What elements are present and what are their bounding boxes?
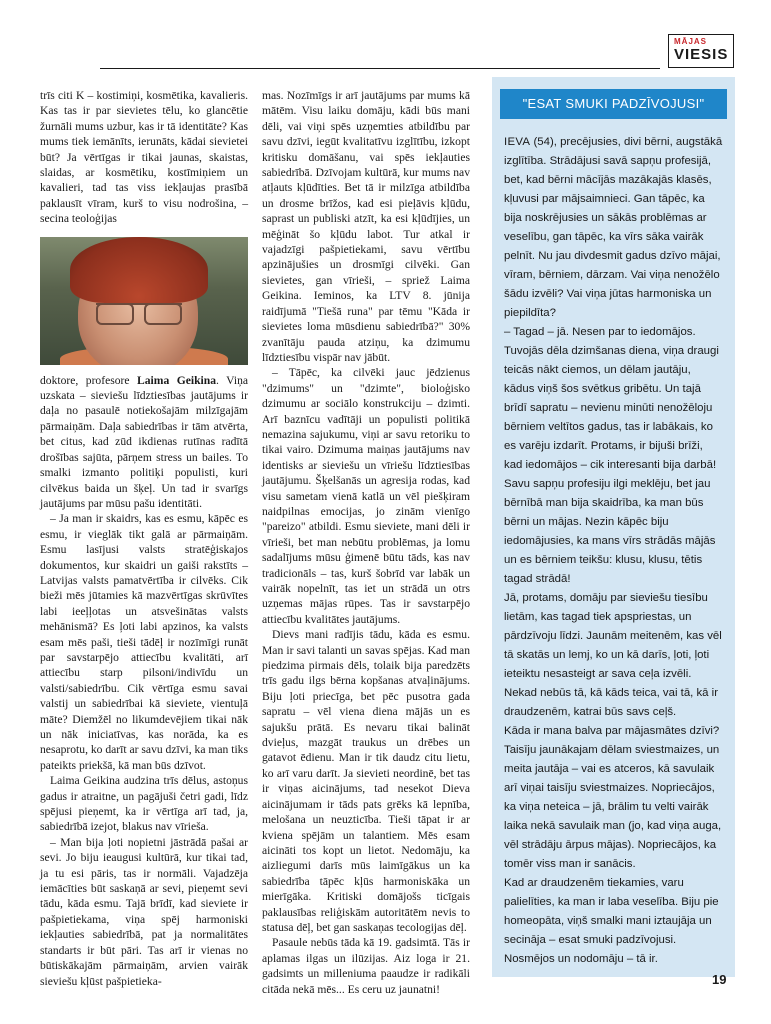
sidebar-paragraph-3: Jā, protams, domāju par sieviešu tiesību lietām, kas tagad tiek apspriestas, un pārdzīvoju līdzi. Jaunām meitenēm, kas vēl tā skatās un lemj, ko un kā darīs, ļoti, ļoti ieteiktu nesasteigt ar sava ceļa izvēli. Nekad nebūs tā, kā kāds teica, vai tā, kā ir draudzenēm, katrai būs savs ceļš. — [504, 592, 722, 718]
portrait-photo — [40, 237, 248, 365]
logo-line-1: MĀJAS — [674, 37, 708, 46]
col1-paragraph-1: trīs citi K – kostimiņi, kosmētika, kavalieris. Kas tas ir par sievietes tēlu, ko glancētie žurnāli mums uzbur, kas ir tā identitāte? Kas mums tiek iemānīts, ierunāts, kādai sievietei būt? Ja vērtīgas ir tikai jaunas, skaistas, slaidas, ar kosmētiku, kostīmiņiem un kavalieri, tad tas viss iekļaujas prasībā paklausīt vīram, kurš to visu nodrošina, – secina teoloģijas — [40, 89, 248, 226]
col1-paragraph-4: Laima Geikina audzina trīs dēlus, astoņus gadus ir atraitne, un pagājuši četri gadi, līdz spējusi pieņemt, ka ir vērtīga arī tad, ja, sabiedrībā izejot, blakus nav vīrieša. — [40, 774, 248, 834]
logo-line-2: VIESIS — [674, 46, 729, 63]
col2-paragraph-4: Pasaule nebūs tāda kā 19. gadsimtā. Tās ir aplamas ilgas un ilūzijas. Aiz loga ir 21. gadsimts un milleniuma paaudze ir radikāli citāda nekā mēs... Es ceru uz jaunatni! — [262, 936, 470, 996]
sidebar-paragraph-2: – Tagad – jā. Nesen par to iedomājos. Tuvojās dēla dzimšanas diena, viņa draugi teicās nākt ciemos, un dēlam jautāju, kādus viņš šos svētkus gribētu. Un tajā brīdī sapratu – nevienu minūti nenožēloju bērniem veltītos gadus, tas ir labākais, ko es varēju izdarīt. Protams, ir bijuši brīži, kad iedomājos – cik interesanti bija darbā! Savu sapņu profesiju ilgi meklēju, bet jau bērnībā man bija skaidrība, ka man būs bērni un mājas. Nezin kāpēc biju iedomājusies, ka mans vīrs strādās mājās un es bērniem teikšu: klusu, klusu, tētis tagad strādā! — [504, 326, 719, 585]
col1-p2-text-a: doktore, profesore — [40, 373, 138, 387]
sidebar-body — [504, 133, 724, 969]
sidebar-box — [492, 77, 735, 977]
sidebar-paragraph-4: Kāda ir mana balva par mājasmātes dzīvi? Taisīju jaunākajam dēlam sviestmaizes, un meita jautāja – vai es atceros, kā savulaik arī viņai taisīju sviestmaizes. Nopriecājos, ka viņa neteica – jā, brālim tu velti vairāk laika nekā savulaik man (jo, kad viņa auga, vēl strādāju ārpus mājas). Nopriecājos, ka tomēr viss man ir sanācis. — [504, 725, 722, 870]
sidebar-title: "ESAT SMUKI PADZĪVOJUSI" — [500, 89, 727, 119]
page-number: 19 — [712, 972, 727, 987]
article-column-2 — [262, 88, 470, 997]
interviewee-name: Laima Geikina — [137, 373, 217, 387]
col1-paragraph-5: – Man bija ļoti nopietni jāstrādā pašai ar sevi. Jo biju ieaugusi kultūrā, kur tikai tad, ja tu esi pāris, tas ir normāli. Vajadzēja iemācīties būt saskaņā ar sevi, pieņemt sevi tādu, kāda esmu. Tajā brīdī, kad sieviete ir pašpietiekama, viņa spēj harmoniski iekļauties sabiedrībā, pat ja normalitātes standarts ir būt pāri. Tas arī ir vienas no būtiskākajām pārmaiņām, arvien vairāk sieviešu kļūst pašpietieka- — [40, 835, 248, 988]
magazine-logo — [668, 34, 734, 68]
article-column-1 — [40, 88, 248, 989]
col2-paragraph-3: Dievs mani radījis tādu, kāda es esmu. Man ir savi talanti un savas spējas. Kad man piedzima pirmais dēls, tolaik bija paredzēts trīs gadu ilgs bērna kopšanas atvaļinājums. Biju ļoti priecīga, bet pēc pusotra gada sapratu – vēl viena diena mājās un es sajukšu prātā. Es nevaru tikai balināt dvieļus, mazgāt traukus un drēbes un gatavot ēdienu. Man ir tik daudz citu lietu, ko arī varu darīt. Ja sievieti neordinē, bet tas ir viņas aicinājums, tad nesekot Dieva aicinājumam ir tāds pats grēks kā lepnība, melošana un neuzticība. Tieši tāpat ir ar kviena spējām un talantiem. Mēs esam aicināti tos kopt un lietot. Nedomāju, ka aizliegumi darīs mūs laimīgākus un ka sabiedrība tāpēc kļūs harmoniskāka un mierīgāka. Kritiski domājošs ticīgais paklausības reliģiskām autoritātēm nevis to statusa dēļ, bet gan saskaņas tecologijas dēļ. — [262, 628, 470, 934]
sidebar-p1-text: (54), precējusies, divi bērni, augstākā izglītība. Strādājusi savā sapņu profesijā, bet, kad bērni mācījās mazākajās klasēs, kļuvusi par mājsaimnieci. Gan tāpēc, ka bija noskrējusies un sākās problēmas ar veselību, gan tāpēc, ka vīrs sāka vairāk pelnīt. Nu jau divdesmit gadus dzīvo mājai, vīram, bērniem, dārzam. Vai viņa nenožēlo šādu izvēli? Vai viņa jūtas harmoniska un piepildīta? — [504, 136, 723, 319]
sidebar-paragraph-5: Kad ar draudzenēm tiekamies, varu palielīties, ka man ir laba veselība. Biju pie homeopāta, viņš smalki mani iztaujāja un secināja – esat smuki padzīvojusi. Nosmējos un nodomāju – tā ir. — [504, 877, 719, 965]
col1-paragraph-2 — [40, 373, 248, 512]
sidebar-paragraph-1 — [504, 133, 724, 323]
header-rule — [100, 68, 660, 69]
photo-hair — [70, 237, 208, 303]
col2-paragraph-1: mas. Nozīmīgs ir arī jautājums par mums kā mātēm. Visu laiku domāju, kādi būs mani dēli, vai viņi spēs uzņemties atbildību par savu dzīvi, iegūt kvalitatīvu izglītību, izkopt kritisku domāšanu, vai spēs iekļauties sabiedrībā. Dzīvojam kultūrā, kur mums nav atļauts kļūdīties. Bet tā ir milzīga atbildība un drosme brīžos, kad esi pieļāvis kļūdu, saprast un publiski atzīt, ka esi kļūdījies, un mēģināt šo kļūdu labot. Tur atkal ir vajadzīgi pašpietiekami, savu vērtību apzinājušies un drosmīgi cilvēki. Gan sievietes, gan vīrieši, – spriež Laima Geikina. Ieminos, ka LTV 8. jūnija raidījumā "Tiešā runa" par tēmu "Kāda ir sievietes loma mūsdienu sabiedrībā?" 30% zvanītāju pauda atziņu, ka dzimumu līdztiesību vispār nav jābūt. — [262, 89, 470, 364]
sidebar-person-name: IEVA — [504, 136, 531, 148]
col1-p2-text-b: . Viņa uzskata – sieviešu līdztiesības jautājums ir daļa no pasaulē notiekošajām milzīgajām pārmaiņām. Daļa sabiedrības ir tām atvērta, bet citus, kad zūd ikdienas rutīnas radītā drošības sajūta, pārņem stress un bailes. To smalki izmanto politiķi populisti, kuri cilvēkus baida un šķeļ. Un tad ir svarīgs jautājums par mūsu pašu identitāti. — [40, 373, 249, 510]
photo-glasses — [96, 303, 182, 323]
col2-paragraph-2: – Tāpēc, ka cilvēki jauc jēdzienus "dzimums" un "dzimte", bioloģisko dzimumu ar sociālo konstrukciju – dzimti. Arī baznīcu vadītāji un populisti politikā nemazina sajukumu, viņi ar savu retoriku to tikai vairo. Dzimuma maiņas jautājums nav identisks ar sieviešu un vīriešu līdztiesības jautājumu. Šķelšanās un agresija rodas, kad visu sametam vienā katlā un vēl piešķiram naidpilnas emocijas, jo zinām vienīgo "pareizo" atbildi. Esmu sieviete, mani dēli ir vīrieši, bet man nebūtu problēmas, ja lomu sadalījums mūsu ģimenē būtu tāds, kas nav tradicionāls – tas, kurš šobrīd var labāk un vairāk nopelnīt, tas iet un strādā un otrs uzņemas mājas rūpes. Tas ir savstarpējo attiecību kvalitātes jautājums. — [262, 366, 470, 626]
col1-paragraph-3: – Ja man ir skaidrs, kas es esmu, kāpēc es esmu, ir vieglāk tikt galā ar pārmaiņām. Esmu lasījusi valsts stratēģiskajos dokumentos, kur skaidri un gaiši rakstīts – Latvijas valsts pamatvērtība ir cilvēks. Cik bieži mēs jūtamies kā mazvērtīgas skrūvītes labi ieeļļotas un atsvešinātas valsts mehānismā? Es ļoti labi apzinos, ka valsts esam mēs paši, tieši tādēļ ir nozīmīgi runāt par savstarpējo attiecību kvalitāti, arī attiecību starp pilsoni/indivīdu un valsti/sabiedrību. Cik vērtīga esmu savai valstij un sabiedrībai kā sieviete, vientuļā māte? Diemžēl no likumdevējiem tikai nāk un nāk iniciatīvas, kas norāda, ka es nesaprotu, ko darīt ar savu dzīvi, ka man tiks pateikts priekšā, kā man būs dzīvot. — [40, 512, 248, 772]
